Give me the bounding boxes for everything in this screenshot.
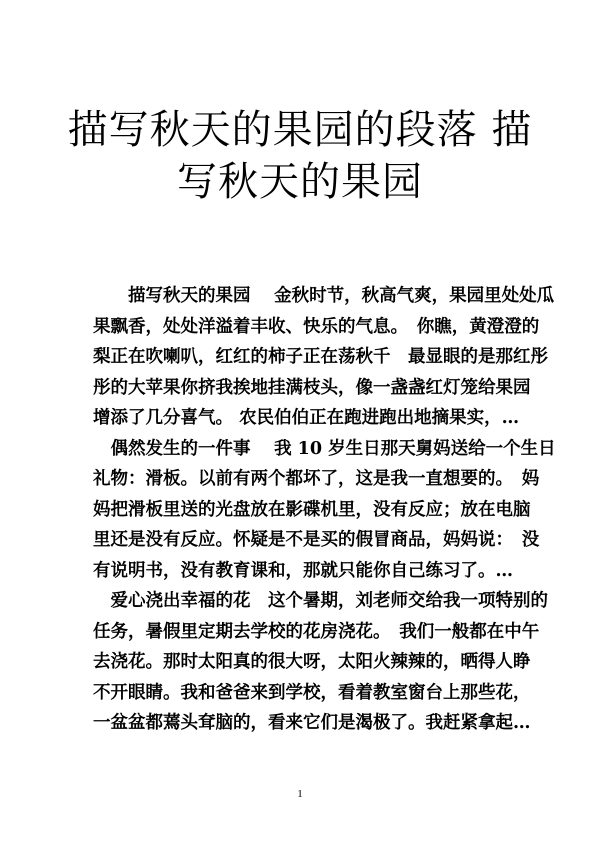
title-line-1: 描写秋天的果园的段落 描 bbox=[67, 107, 533, 153]
body-line: 礼物：滑板。以前有两个都坏了，这是我一直想要的。 妈 bbox=[93, 469, 540, 489]
body-line: 有说明书，没有教育课和，那就只能你自己练习了。… bbox=[93, 560, 513, 581]
body-line: 偶然发生的一件事 我 10 岁生日那天舅妈送给一个生日 bbox=[93, 438, 556, 459]
body-line: 果飘香，处处洋溢着丰收、快乐的气息。 你瞧，黄澄澄的 bbox=[93, 316, 540, 337]
body-line: 不开眼睛。我和爸爸来到学校，看着教室窗台上那些花， bbox=[93, 682, 531, 703]
body-line: 里还是没有反应。怀疑是不是买的假冒商品，妈妈说： 没 bbox=[93, 530, 540, 550]
body-line: 任务，暑假里定期去学校的花房浇花。 我们一般都在中午 bbox=[93, 621, 540, 642]
document-title bbox=[60, 104, 540, 208]
page-number: 1 bbox=[297, 788, 303, 800]
body-line: 妈把滑板里送的光盘放在影碟机里，没有反应；放在电脑 bbox=[93, 499, 531, 520]
title-line-2: 写秋天的果园 bbox=[177, 159, 423, 205]
body-line: 增添了几分喜气。 农民伯伯正在跑进跑出地摘果实，… bbox=[93, 408, 520, 428]
body-line: 彤的大苹果你挤我挨地挂满枝头，像一盏盏红灯笼给果园 bbox=[93, 377, 531, 398]
body-line: 梨正在吹喇叭，红红的柿子正在荡秋千 最显眼的是那红彤 bbox=[93, 347, 548, 367]
body-line: 一盆盆都蔫头耷脑的，看来它们是渴极了。我赶紧拿起… bbox=[93, 713, 531, 733]
body-line: 描写秋天的果园 金秋时节，秋高气爽，果园里处处瓜 bbox=[93, 286, 555, 306]
body-line: 去浇花。那时太阳真的很大呀，太阳火辣辣的，晒得人睁 bbox=[93, 652, 531, 672]
document-body bbox=[93, 281, 556, 739]
body-line: 爱心浇出幸福的花 这个暑期，刘老师交给我一项特别的 bbox=[93, 591, 548, 611]
